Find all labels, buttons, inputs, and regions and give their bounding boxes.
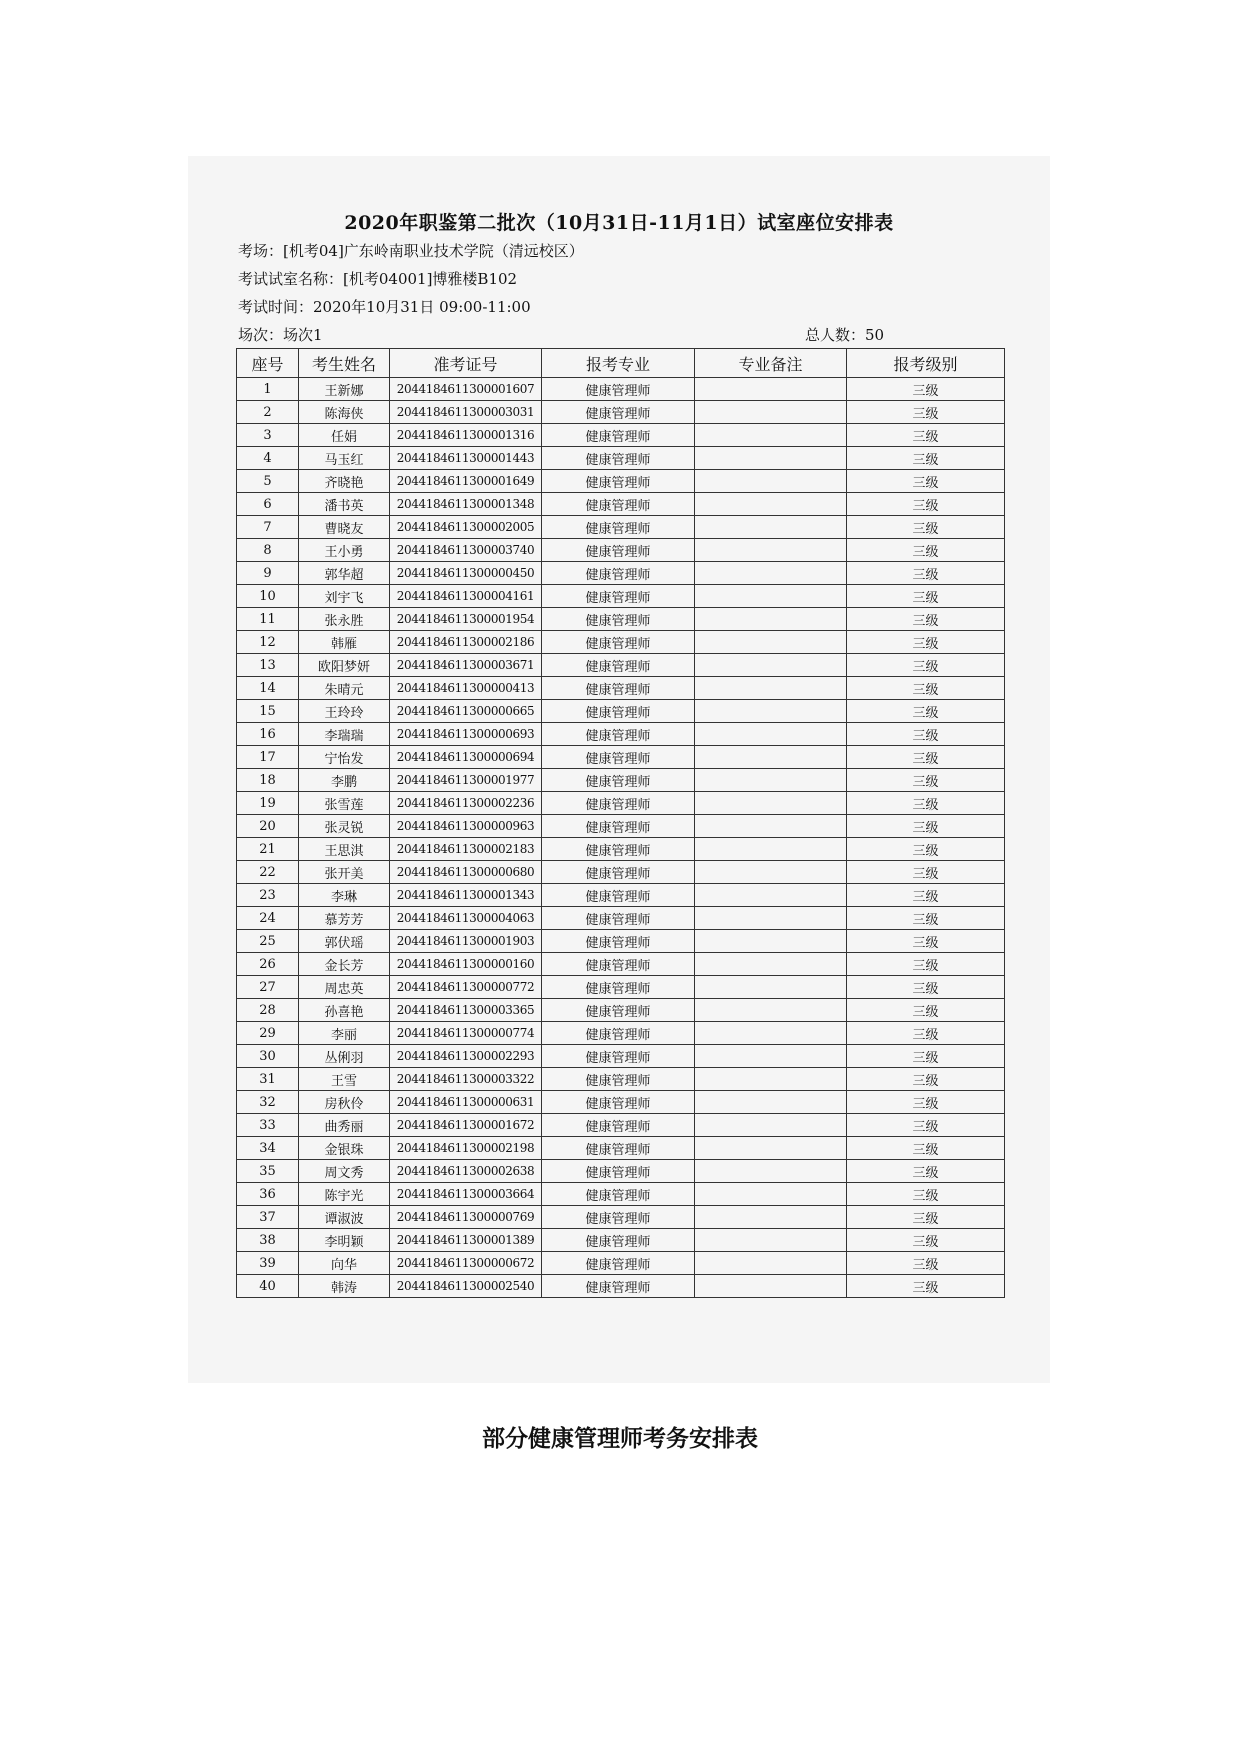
candidate-name: 任娟 <box>299 424 390 447</box>
exam-major: 健康管理师 <box>542 1275 695 1298</box>
major-note <box>695 1068 847 1091</box>
major-note <box>695 1183 847 1206</box>
seat-number: 17 <box>237 746 299 769</box>
major-note <box>695 631 847 654</box>
exam-level: 三级 <box>847 1091 1005 1114</box>
ticket-number: 2044184611300002183 <box>390 838 542 861</box>
candidate-name: 丛俐羽 <box>299 1045 390 1068</box>
seat-number: 16 <box>237 723 299 746</box>
header-major: 报考专业 <box>542 349 695 378</box>
exam-major: 健康管理师 <box>542 378 695 401</box>
ticket-number: 2044184611300002236 <box>390 792 542 815</box>
exam-major: 健康管理师 <box>542 447 695 470</box>
table-row <box>237 1206 1005 1229</box>
seat-number: 40 <box>237 1275 299 1298</box>
exam-level: 三级 <box>847 1114 1005 1137</box>
ticket-number: 2044184611300001389 <box>390 1229 542 1252</box>
table-body <box>237 378 1005 1298</box>
exam-major: 健康管理师 <box>542 999 695 1022</box>
exam-level: 三级 <box>847 401 1005 424</box>
exam-level: 三级 <box>847 470 1005 493</box>
exam-major: 健康管理师 <box>542 516 695 539</box>
table-row <box>237 930 1005 953</box>
table-row <box>237 1114 1005 1137</box>
seat-number: 1 <box>237 378 299 401</box>
major-note <box>695 930 847 953</box>
seat-number: 29 <box>237 1022 299 1045</box>
seat-number: 10 <box>237 585 299 608</box>
table-row <box>237 1183 1005 1206</box>
ticket-number: 2044184611300001316 <box>390 424 542 447</box>
exam-major: 健康管理师 <box>542 907 695 930</box>
table-row <box>237 447 1005 470</box>
candidate-name: 潘书英 <box>299 493 390 516</box>
header-ticket: 准考证号 <box>390 349 542 378</box>
exam-level: 三级 <box>847 746 1005 769</box>
seat-number: 19 <box>237 792 299 815</box>
seat-number: 4 <box>237 447 299 470</box>
major-note <box>695 608 847 631</box>
table-row <box>237 677 1005 700</box>
ticket-number: 2044184611300004063 <box>390 907 542 930</box>
exam-level: 三级 <box>847 539 1005 562</box>
exam-level: 三级 <box>847 654 1005 677</box>
candidate-name: 李明颖 <box>299 1229 390 1252</box>
seat-number: 7 <box>237 516 299 539</box>
ticket-number: 2044184611300003664 <box>390 1183 542 1206</box>
table-row <box>237 1091 1005 1114</box>
exam-major: 健康管理师 <box>542 884 695 907</box>
candidate-name: 王小勇 <box>299 539 390 562</box>
seat-number: 11 <box>237 608 299 631</box>
exam-level: 三级 <box>847 631 1005 654</box>
ticket-number: 2044184611300001977 <box>390 769 542 792</box>
candidate-name: 刘宇飞 <box>299 585 390 608</box>
exam-major: 健康管理师 <box>542 401 695 424</box>
exam-major: 健康管理师 <box>542 953 695 976</box>
exam-major: 健康管理师 <box>542 493 695 516</box>
table-row <box>237 1252 1005 1275</box>
candidate-name: 周忠英 <box>299 976 390 999</box>
seat-number: 3 <box>237 424 299 447</box>
exam-major: 健康管理师 <box>542 792 695 815</box>
exam-level: 三级 <box>847 999 1005 1022</box>
candidate-name: 张永胜 <box>299 608 390 631</box>
exam-major: 健康管理师 <box>542 470 695 493</box>
exam-major: 健康管理师 <box>542 976 695 999</box>
candidate-name: 郭伏瑶 <box>299 930 390 953</box>
candidate-name: 李瑞瑞 <box>299 723 390 746</box>
candidate-name: 郭华超 <box>299 562 390 585</box>
seat-number: 27 <box>237 976 299 999</box>
table-row <box>237 907 1005 930</box>
venue-line: 考场：[机考04]广东岭南职业技术学院（清远校区） <box>238 242 584 260</box>
table-row <box>237 1068 1005 1091</box>
ticket-number: 2044184611300000450 <box>390 562 542 585</box>
seat-number: 20 <box>237 815 299 838</box>
exam-level: 三级 <box>847 1137 1005 1160</box>
table-row <box>237 769 1005 792</box>
exam-major: 健康管理师 <box>542 930 695 953</box>
exam-level: 三级 <box>847 1252 1005 1275</box>
major-note <box>695 1206 847 1229</box>
major-note <box>695 861 847 884</box>
major-note <box>695 884 847 907</box>
total-count: 总人数：50 <box>805 326 885 344</box>
seat-number: 18 <box>237 769 299 792</box>
candidate-name: 欧阳梦妍 <box>299 654 390 677</box>
ticket-number: 2044184611300002198 <box>390 1137 542 1160</box>
exam-major: 健康管理师 <box>542 723 695 746</box>
table-row <box>237 493 1005 516</box>
exam-level: 三级 <box>847 608 1005 631</box>
exam-major: 健康管理师 <box>542 1229 695 1252</box>
ticket-number: 2044184611300001348 <box>390 493 542 516</box>
ticket-number: 2044184611300003740 <box>390 539 542 562</box>
candidate-name: 金长芳 <box>299 953 390 976</box>
table-row <box>237 424 1005 447</box>
document-title: 2020年职鉴第二批次（10月31日-11月1日）试室座位安排表 <box>344 212 894 234</box>
ticket-number: 2044184611300000680 <box>390 861 542 884</box>
ticket-number: 2044184611300004161 <box>390 585 542 608</box>
major-note <box>695 585 847 608</box>
major-note <box>695 539 847 562</box>
ticket-number: 2044184611300001903 <box>390 930 542 953</box>
ticket-number: 2044184611300000694 <box>390 746 542 769</box>
candidate-name: 周文秀 <box>299 1160 390 1183</box>
major-note <box>695 953 847 976</box>
exam-level: 三级 <box>847 769 1005 792</box>
table-row <box>237 999 1005 1022</box>
ticket-number: 2044184611300000693 <box>390 723 542 746</box>
major-note <box>695 401 847 424</box>
seat-number: 8 <box>237 539 299 562</box>
exam-level: 三级 <box>847 976 1005 999</box>
ticket-number: 2044184611300001443 <box>390 447 542 470</box>
seat-number: 25 <box>237 930 299 953</box>
major-note <box>695 447 847 470</box>
exam-level: 三级 <box>847 516 1005 539</box>
table-row <box>237 470 1005 493</box>
exam-level: 三级 <box>847 1022 1005 1045</box>
major-note <box>695 1229 847 1252</box>
ticket-number: 2044184611300002540 <box>390 1275 542 1298</box>
exam-level: 三级 <box>847 930 1005 953</box>
candidate-name: 李鹏 <box>299 769 390 792</box>
exam-level: 三级 <box>847 447 1005 470</box>
exam-level: 三级 <box>847 792 1005 815</box>
exam-level: 三级 <box>847 1275 1005 1298</box>
table-row <box>237 838 1005 861</box>
candidate-name: 李琳 <box>299 884 390 907</box>
major-note <box>695 562 847 585</box>
table-row <box>237 815 1005 838</box>
major-note <box>695 907 847 930</box>
candidate-name: 马玉红 <box>299 447 390 470</box>
major-note <box>695 1045 847 1068</box>
table-row <box>237 861 1005 884</box>
ticket-number: 2044184611300002638 <box>390 1160 542 1183</box>
table-row <box>237 1045 1005 1068</box>
major-note <box>695 424 847 447</box>
table-row <box>237 1137 1005 1160</box>
ticket-number: 2044184611300000413 <box>390 677 542 700</box>
candidate-name: 谭淑波 <box>299 1206 390 1229</box>
table-row <box>237 1229 1005 1252</box>
exam-level: 三级 <box>847 1206 1005 1229</box>
major-note <box>695 1160 847 1183</box>
ticket-number: 2044184611300000665 <box>390 700 542 723</box>
exam-level: 三级 <box>847 953 1005 976</box>
candidate-name: 王新娜 <box>299 378 390 401</box>
seat-number: 21 <box>237 838 299 861</box>
candidate-name: 李丽 <box>299 1022 390 1045</box>
ticket-number: 2044184611300000769 <box>390 1206 542 1229</box>
header-level: 报考级别 <box>847 349 1005 378</box>
major-note <box>695 1137 847 1160</box>
exam-level: 三级 <box>847 723 1005 746</box>
exam-level: 三级 <box>847 700 1005 723</box>
session-line: 场次：场次1 <box>238 326 323 344</box>
candidate-name: 张开美 <box>299 861 390 884</box>
exam-major: 健康管理师 <box>542 769 695 792</box>
exam-level: 三级 <box>847 677 1005 700</box>
seat-number: 23 <box>237 884 299 907</box>
candidate-name: 孙喜艳 <box>299 999 390 1022</box>
seat-number: 31 <box>237 1068 299 1091</box>
ticket-number: 2044184611300000774 <box>390 1022 542 1045</box>
major-note <box>695 470 847 493</box>
major-note <box>695 1022 847 1045</box>
ticket-number: 2044184611300000672 <box>390 1252 542 1275</box>
exam-level: 三级 <box>847 838 1005 861</box>
seat-number: 9 <box>237 562 299 585</box>
exam-major: 健康管理师 <box>542 700 695 723</box>
document-sheet <box>188 156 1050 1383</box>
exam-level: 三级 <box>847 1229 1005 1252</box>
exam-level: 三级 <box>847 562 1005 585</box>
table-row <box>237 1022 1005 1045</box>
exam-major: 健康管理师 <box>542 585 695 608</box>
seat-number: 12 <box>237 631 299 654</box>
exam-major: 健康管理师 <box>542 608 695 631</box>
table-row <box>237 608 1005 631</box>
exam-major: 健康管理师 <box>542 424 695 447</box>
seat-number: 36 <box>237 1183 299 1206</box>
major-note <box>695 654 847 677</box>
ticket-number: 2044184611300002186 <box>390 631 542 654</box>
table-header-row <box>237 349 1005 378</box>
seat-number: 2 <box>237 401 299 424</box>
exam-level: 三级 <box>847 861 1005 884</box>
candidate-name: 韩涛 <box>299 1275 390 1298</box>
candidate-name: 韩雁 <box>299 631 390 654</box>
major-note <box>695 746 847 769</box>
candidate-name: 张灵锐 <box>299 815 390 838</box>
table-row <box>237 654 1005 677</box>
seat-number: 28 <box>237 999 299 1022</box>
exam-level: 三级 <box>847 1160 1005 1183</box>
ticket-number: 2044184611300002005 <box>390 516 542 539</box>
candidate-name: 慕芳芳 <box>299 907 390 930</box>
ticket-number: 2044184611300000631 <box>390 1091 542 1114</box>
major-note <box>695 1252 847 1275</box>
exam-major: 健康管理师 <box>542 815 695 838</box>
exam-level: 三级 <box>847 1183 1005 1206</box>
seat-number: 35 <box>237 1160 299 1183</box>
seating-table <box>236 348 1005 1298</box>
exam-level: 三级 <box>847 1068 1005 1091</box>
ticket-number: 2044184611300003322 <box>390 1068 542 1091</box>
table-row <box>237 585 1005 608</box>
exam-level: 三级 <box>847 884 1005 907</box>
exam-major: 健康管理师 <box>542 838 695 861</box>
exam-level: 三级 <box>847 907 1005 930</box>
exam-major: 健康管理师 <box>542 1160 695 1183</box>
ticket-number: 2044184611300003031 <box>390 401 542 424</box>
exam-level: 三级 <box>847 1045 1005 1068</box>
header-note: 专业备注 <box>695 349 847 378</box>
candidate-name: 曲秀丽 <box>299 1114 390 1137</box>
exam-major: 健康管理师 <box>542 677 695 700</box>
seat-number: 37 <box>237 1206 299 1229</box>
table-row <box>237 539 1005 562</box>
seat-number: 5 <box>237 470 299 493</box>
seat-number: 30 <box>237 1045 299 1068</box>
seat-number: 39 <box>237 1252 299 1275</box>
table-row <box>237 1160 1005 1183</box>
ticket-number: 2044184611300000772 <box>390 976 542 999</box>
table-row <box>237 631 1005 654</box>
candidate-name: 向华 <box>299 1252 390 1275</box>
exam-level: 三级 <box>847 493 1005 516</box>
major-note <box>695 769 847 792</box>
candidate-name: 金银珠 <box>299 1137 390 1160</box>
exam-major: 健康管理师 <box>542 562 695 585</box>
major-note <box>695 999 847 1022</box>
exam-major: 健康管理师 <box>542 861 695 884</box>
major-note <box>695 493 847 516</box>
exam-major: 健康管理师 <box>542 746 695 769</box>
seat-number: 15 <box>237 700 299 723</box>
header-name: 考生姓名 <box>299 349 390 378</box>
seat-number: 24 <box>237 907 299 930</box>
candidate-name: 齐晓艳 <box>299 470 390 493</box>
candidate-name: 王雪 <box>299 1068 390 1091</box>
ticket-number: 2044184611300001343 <box>390 884 542 907</box>
ticket-number: 2044184611300002293 <box>390 1045 542 1068</box>
table-row <box>237 401 1005 424</box>
seat-number: 6 <box>237 493 299 516</box>
table-row <box>237 884 1005 907</box>
candidate-name: 张雪莲 <box>299 792 390 815</box>
table-row <box>237 723 1005 746</box>
exam-level: 三级 <box>847 378 1005 401</box>
table-row <box>237 378 1005 401</box>
candidate-name: 朱晴元 <box>299 677 390 700</box>
ticket-number: 2044184611300001954 <box>390 608 542 631</box>
candidate-name: 曹晓友 <box>299 516 390 539</box>
exam-major: 健康管理师 <box>542 1206 695 1229</box>
ticket-number: 2044184611300003365 <box>390 999 542 1022</box>
room-line: 考试试室名称：[机考04001]博雅楼B102 <box>238 270 518 288</box>
seat-number: 26 <box>237 953 299 976</box>
ticket-number: 2044184611300001649 <box>390 470 542 493</box>
major-note <box>695 792 847 815</box>
major-note <box>695 1114 847 1137</box>
exam-major: 健康管理师 <box>542 1091 695 1114</box>
exam-major: 健康管理师 <box>542 1114 695 1137</box>
major-note <box>695 976 847 999</box>
table-row <box>237 976 1005 999</box>
time-line: 考试时间：2020年10月31日 09:00-11:00 <box>238 298 531 316</box>
candidate-name: 陈海侠 <box>299 401 390 424</box>
seat-number: 22 <box>237 861 299 884</box>
exam-major: 健康管理师 <box>542 1183 695 1206</box>
exam-major: 健康管理师 <box>542 1045 695 1068</box>
table-row <box>237 700 1005 723</box>
exam-major: 健康管理师 <box>542 654 695 677</box>
major-note <box>695 516 847 539</box>
ticket-number: 2044184611300000160 <box>390 953 542 976</box>
seat-number: 32 <box>237 1091 299 1114</box>
table-row <box>237 746 1005 769</box>
seat-number: 13 <box>237 654 299 677</box>
table-row <box>237 792 1005 815</box>
seat-number: 34 <box>237 1137 299 1160</box>
candidate-name: 宁怡发 <box>299 746 390 769</box>
seat-number: 14 <box>237 677 299 700</box>
exam-major: 健康管理师 <box>542 1137 695 1160</box>
table-row <box>237 1275 1005 1298</box>
exam-major: 健康管理师 <box>542 1068 695 1091</box>
exam-major: 健康管理师 <box>542 631 695 654</box>
candidate-name: 王玲玲 <box>299 700 390 723</box>
major-note <box>695 378 847 401</box>
major-note <box>695 1275 847 1298</box>
candidate-name: 房秋伶 <box>299 1091 390 1114</box>
ticket-number: 2044184611300001672 <box>390 1114 542 1137</box>
header-seat: 座号 <box>237 349 299 378</box>
seat-number: 33 <box>237 1114 299 1137</box>
candidate-name: 陈宇光 <box>299 1183 390 1206</box>
major-note <box>695 815 847 838</box>
exam-level: 三级 <box>847 424 1005 447</box>
table-row <box>237 562 1005 585</box>
exam-major: 健康管理师 <box>542 1252 695 1275</box>
ticket-number: 2044184611300003671 <box>390 654 542 677</box>
table-row <box>237 953 1005 976</box>
exam-major: 健康管理师 <box>542 1022 695 1045</box>
exam-level: 三级 <box>847 585 1005 608</box>
major-note <box>695 838 847 861</box>
major-note <box>695 723 847 746</box>
exam-major: 健康管理师 <box>542 539 695 562</box>
exam-level: 三级 <box>847 815 1005 838</box>
major-note <box>695 700 847 723</box>
seat-number: 38 <box>237 1229 299 1252</box>
major-note <box>695 1091 847 1114</box>
candidate-name: 王思淇 <box>299 838 390 861</box>
major-note <box>695 677 847 700</box>
ticket-number: 2044184611300001607 <box>390 378 542 401</box>
ticket-number: 2044184611300000963 <box>390 815 542 838</box>
page-caption: 部分健康管理师考务安排表 <box>482 1425 758 1452</box>
table-row <box>237 516 1005 539</box>
